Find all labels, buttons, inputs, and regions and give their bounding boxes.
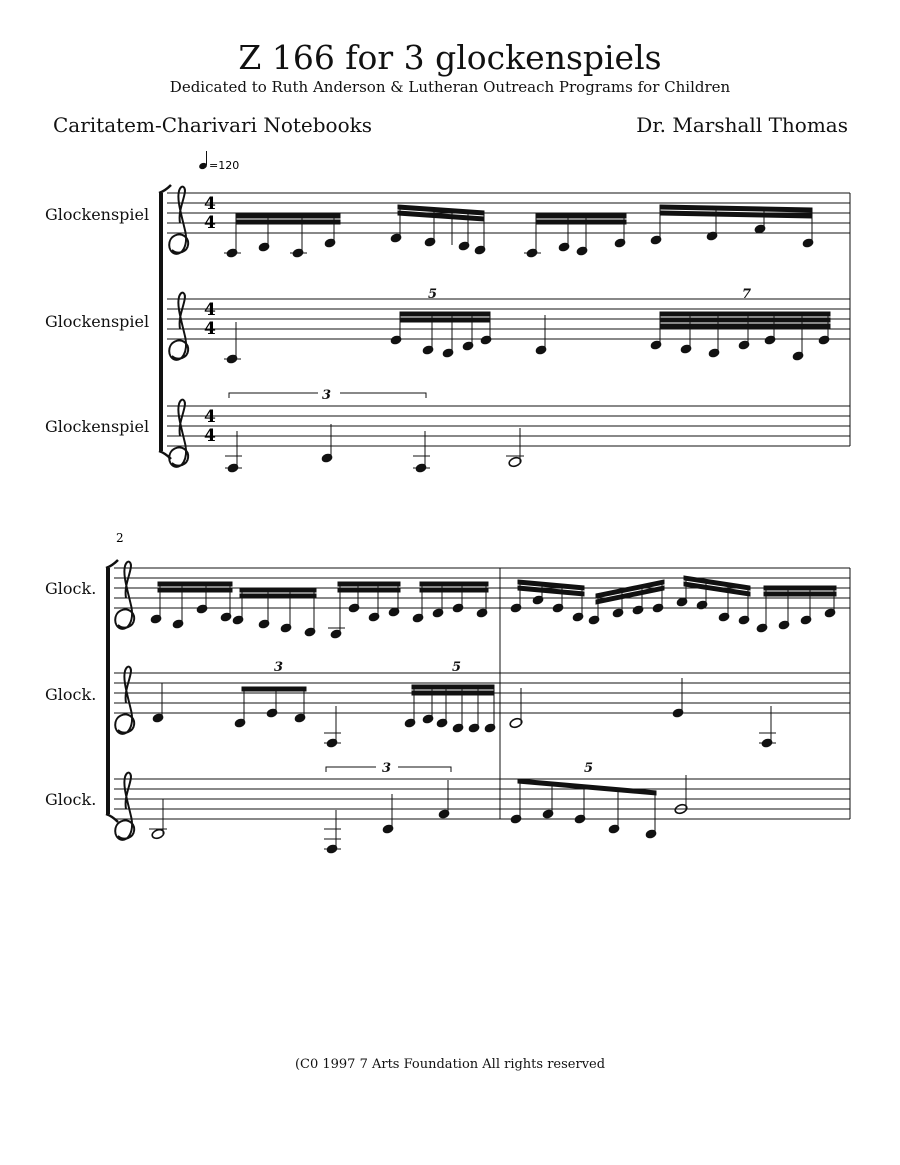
svg-text:4: 4 — [204, 300, 216, 320]
treble-clef-icon — [115, 562, 134, 629]
tuplet-number: 5 — [428, 287, 438, 302]
svg-text:4: 4 — [204, 426, 216, 446]
treble-clef-icon — [169, 400, 188, 467]
svg-text:4: 4 — [204, 194, 216, 214]
measure-number: 2 — [116, 531, 124, 545]
instrument-label-1: Glockenspiel — [45, 205, 150, 224]
tuplet-number: 3 — [322, 388, 332, 403]
tuplet-number: 7 — [742, 287, 752, 302]
treble-clef-icon — [115, 773, 134, 840]
tuplet-number: 5 — [452, 660, 462, 675]
instrument-label-2: Glockenspiel — [45, 312, 150, 331]
staff-3-notes — [225, 388, 524, 473]
staff-2-notes — [152, 660, 776, 748]
tempo-marking — [198, 151, 239, 172]
staff-3-notes — [149, 761, 688, 854]
copyright-notice: (C0 1997 7 Arts Foundation All rights reserved — [294, 1057, 606, 1072]
tuplet-number: 5 — [584, 761, 594, 776]
treble-clef-icon — [169, 187, 188, 254]
time-signature — [204, 194, 216, 446]
system-2 — [106, 531, 850, 854]
composer-name: Dr. Marshall Thomas — [636, 113, 848, 137]
score-subtitle: Dedicated to Ruth Anderson & Lutheran Outreach Programs for Children — [169, 78, 731, 96]
score-title: Z 166 for 3 glockenspiels — [238, 38, 662, 77]
staff-2-notes — [224, 287, 830, 364]
treble-clef-icon — [115, 667, 134, 734]
system-1 — [159, 185, 850, 473]
staff-1-notes — [150, 576, 836, 639]
tuplet-number: 3 — [382, 761, 392, 776]
svg-text:4: 4 — [204, 407, 216, 427]
collection-name: Caritatem-Charivari Notebooks — [53, 113, 373, 137]
staff-1-notes — [224, 205, 814, 258]
treble-clef-icon — [169, 293, 188, 360]
svg-text:4: 4 — [204, 319, 216, 339]
tempo-text: =120 — [209, 159, 240, 172]
instrument-label-3: Glockenspiel — [45, 417, 150, 436]
svg-text:4: 4 — [204, 213, 216, 233]
instrument-label-short-3: Glock. — [45, 790, 97, 809]
tuplet-number: 3 — [274, 660, 284, 675]
instrument-label-short-1: Glock. — [45, 579, 97, 598]
instrument-label-short-2: Glock. — [45, 685, 97, 704]
